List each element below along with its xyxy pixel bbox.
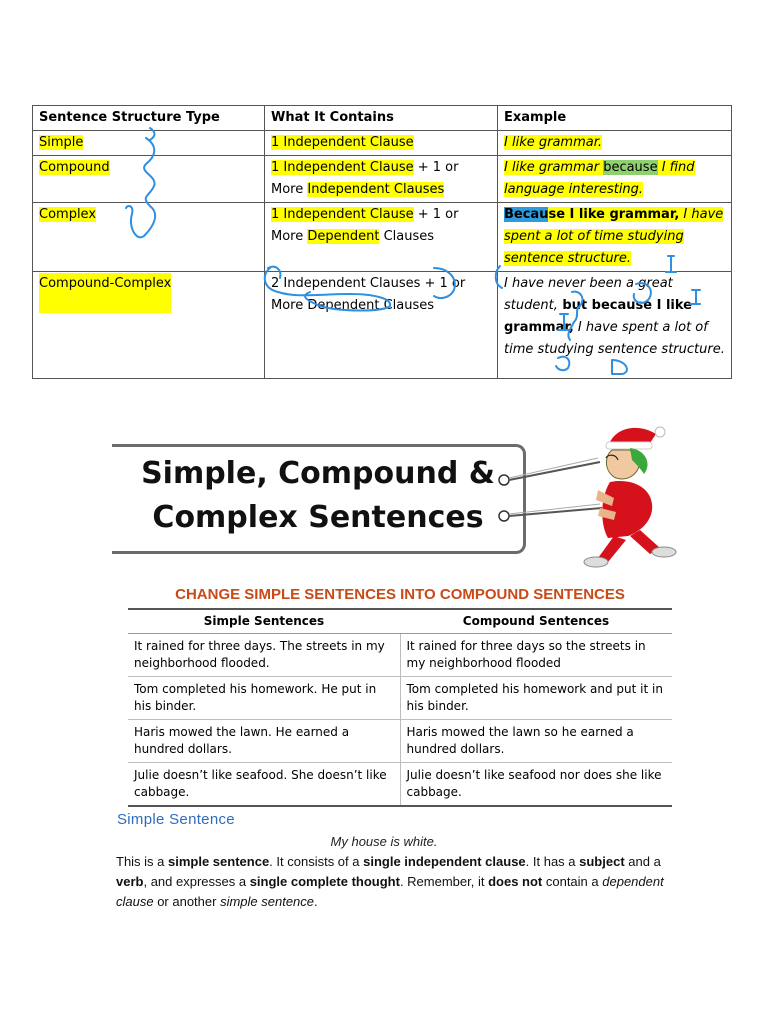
table-header-row bbox=[128, 609, 672, 634]
type-label: Compound bbox=[39, 160, 110, 175]
text-run: verb bbox=[116, 874, 144, 889]
contains-cell bbox=[265, 156, 498, 203]
text-run: subject bbox=[579, 854, 625, 869]
text-run: + 1 or More bbox=[271, 207, 459, 244]
text-run: I have spent a lot of time studying sentence structure. bbox=[504, 320, 725, 357]
type-label: Complex bbox=[39, 207, 97, 222]
header-cell: Compound Sentences bbox=[400, 609, 672, 634]
compound-sentence-cell: It rained for three days so the streets in my neighborhood flooded bbox=[400, 634, 672, 677]
text-run: This is a bbox=[116, 854, 169, 869]
text-run: dependent clause bbox=[116, 874, 664, 909]
text-run: Becau bbox=[504, 207, 549, 222]
example-cell bbox=[498, 203, 732, 272]
text-run: does not bbox=[488, 874, 543, 889]
example-cell bbox=[498, 272, 732, 379]
text-run: single complete thought bbox=[249, 874, 400, 889]
text-run: Clauses bbox=[379, 229, 435, 244]
type-cell bbox=[33, 156, 265, 203]
banner-title-line: Complex Sentences bbox=[152, 500, 484, 535]
simple-sentence-cell: Haris mowed the lawn. He earned a hundred dollars. bbox=[128, 720, 400, 763]
header-cell: What It Contains bbox=[265, 106, 498, 131]
text-run: I have spent a lot of time studying sentence structure. bbox=[504, 207, 724, 266]
table-row bbox=[128, 720, 672, 763]
text-run: . bbox=[314, 894, 318, 909]
compound-sentences-table bbox=[128, 608, 672, 807]
santa-hat-character-illustration bbox=[480, 420, 690, 570]
text-run: because bbox=[603, 160, 658, 175]
banner-title bbox=[118, 452, 518, 540]
header-cell: Sentence Structure Type bbox=[33, 106, 265, 131]
text-run: 2 Independent Clauses + 1 or More Dependent Clauses bbox=[271, 276, 466, 313]
text-run: or another bbox=[153, 894, 221, 909]
header-cell: Simple Sentences bbox=[128, 609, 400, 634]
contains-cell bbox=[265, 131, 498, 156]
table-row bbox=[33, 131, 732, 156]
table-row bbox=[128, 677, 672, 720]
simple-sentence-cell: Tom completed his homework. He put in his binder. bbox=[128, 677, 400, 720]
table-header-row bbox=[33, 106, 732, 131]
contains-cell bbox=[265, 272, 498, 379]
table-row bbox=[33, 156, 732, 203]
example-sentence: My house is white. bbox=[330, 834, 438, 849]
text-run: . It consists of a bbox=[269, 854, 364, 869]
table-row bbox=[128, 763, 672, 807]
example-cell bbox=[498, 131, 732, 156]
text-run: + 1 or More bbox=[271, 160, 459, 197]
type-label: Simple bbox=[39, 135, 84, 150]
table-row bbox=[33, 203, 732, 272]
text-run: . Remember, it bbox=[399, 874, 489, 889]
header-cell: Example bbox=[498, 106, 732, 131]
example-cell bbox=[498, 156, 732, 203]
text-run: I like grammar bbox=[504, 160, 604, 175]
text-run: . It has a bbox=[525, 854, 580, 869]
text-run: single independent clause bbox=[363, 854, 526, 869]
text-run: I have never been a great student, bbox=[504, 276, 673, 313]
type-label: Compound-Complex bbox=[39, 273, 171, 313]
text-run: simple sentence bbox=[220, 894, 315, 909]
text-run: but because I like grammar, bbox=[504, 298, 692, 335]
contains-cell bbox=[265, 203, 498, 272]
text-run: I like grammar. bbox=[504, 135, 602, 150]
text-run: I find language interesting. bbox=[504, 160, 695, 197]
text-run: Independent Clauses bbox=[307, 182, 445, 197]
compound-table-heading: CHANGE SIMPLE SENTENCES INTO COMPOUND SENTENCES bbox=[175, 586, 625, 603]
text-run: 1 Independent Clause bbox=[271, 207, 414, 222]
compound-sentence-cell: Tom completed his homework and put it in his binder. bbox=[400, 677, 672, 720]
text-run: se I like grammar, bbox=[548, 207, 680, 222]
table-row bbox=[128, 634, 672, 677]
text-run: simple sentence bbox=[168, 854, 270, 869]
explanation-paragraph bbox=[116, 852, 676, 912]
simple-sentence-cell: It rained for three days. The streets in my neighborhood flooded. bbox=[128, 634, 400, 677]
text-run: 1 Independent Clause bbox=[271, 160, 414, 175]
simple-sentence-cell: Julie doesn’t like seafood. She doesn’t like cabbage. bbox=[128, 763, 400, 807]
sentence-structure-table bbox=[32, 105, 732, 379]
text-run: , and expresses a bbox=[143, 874, 250, 889]
text-run: and a bbox=[624, 854, 661, 869]
type-cell bbox=[33, 203, 265, 272]
section-title: Simple Sentence bbox=[117, 811, 235, 828]
banner-title-line: Simple, Compound & bbox=[141, 456, 495, 491]
type-cell bbox=[33, 131, 265, 156]
compound-sentence-cell: Julie doesn’t like seafood nor does she like cabbage. bbox=[400, 763, 672, 807]
text-run: 1 Independent Clause bbox=[271, 135, 414, 150]
text-run: contain a bbox=[542, 874, 603, 889]
type-cell bbox=[33, 272, 265, 379]
compound-sentence-cell: Haris mowed the lawn so he earned a hundred dollars. bbox=[400, 720, 672, 763]
text-run: Dependent bbox=[307, 229, 380, 244]
table-row bbox=[33, 272, 732, 379]
